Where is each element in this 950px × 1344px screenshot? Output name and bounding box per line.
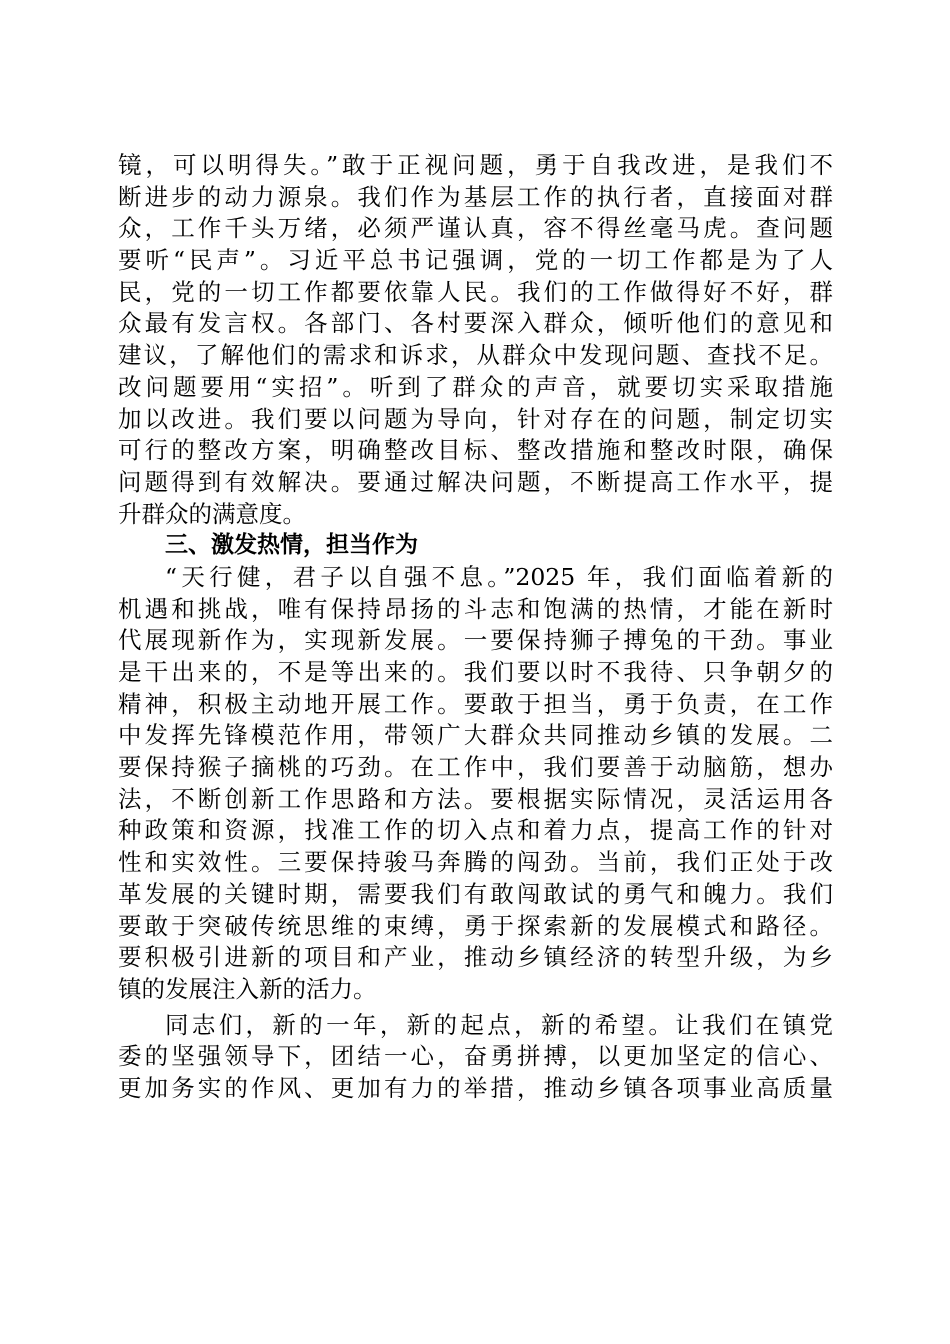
text-line: 委的坚强领导下，团结一心，奋勇拼搏，以更加坚定的信心、 (118, 1042, 833, 1071)
text-line: 建议，了解他们的需求和诉求，从群众中发现问题、查找不足。 (118, 341, 833, 370)
text-line: “天行健，君子以自强不息。”2025 年，我们面临着新的 (165, 562, 833, 591)
text-line: 要保持猴子摘桃的巧劲。在工作中，我们要善于动脑筋，想办 (118, 753, 833, 782)
paragraph-closing (118, 1010, 833, 1105)
text-line: 中发挥先锋模范作用，带领广大群众共同推动乡镇的发展。二 (118, 721, 833, 750)
paragraph-problem-rectification (118, 150, 833, 530)
text-line: 要积极引进新的项目和产业，推动乡镇经济的转型升级，为乡 (118, 943, 833, 972)
text-line: 性和实效性。三要保持骏马奔腾的闯劲。当前，我们正处于改 (118, 848, 833, 877)
section-heading: 三、激发热情，担当作为 (165, 532, 418, 559)
text-line: 断进步的动力源泉。我们作为基层工作的执行者，直接面对群 (118, 182, 833, 211)
text-line: 法，不断创新工作思路和方法。要根据实际情况，灵活运用各 (118, 784, 833, 813)
document-page (118, 150, 833, 1105)
text-line: 改问题要用“实招”。听到了群众的声音，就要切实采取措施 (118, 372, 833, 401)
text-line: 镇的发展注入新的活力。 (118, 974, 377, 1003)
text-line: 种政策和资源，找准工作的切入点和着力点，提高工作的针对 (118, 816, 833, 845)
text-line: 代展现新作为，实现新发展。一要保持狮子搏兔的干劲。事业 (118, 626, 833, 655)
text-line: 问题得到有效解决。要通过解决问题，不断提高工作水平，提 (118, 467, 833, 496)
text-line: 众最有发言权。各部门、各村要深入群众，倾听他们的意见和 (118, 309, 833, 338)
text-line: 机遇和挑战，唯有保持昂扬的斗志和饱满的热情，才能在新时 (118, 594, 833, 623)
text-line: 革发展的关键时期，需要我们有敢闯敢试的勇气和魄力。我们 (118, 879, 833, 908)
text-line: 要听“民声”。习近平总书记强调，党的一切工作都是为了人 (118, 246, 833, 275)
paragraph-enthusiasm (118, 562, 833, 1006)
text-line: 更加务实的作风、更加有力的举措，推动乡镇各项事业高质量 (118, 1073, 833, 1102)
text-line: 可行的整改方案，明确整改目标、整改措施和整改时限，确保 (118, 436, 833, 465)
text-line: 众，工作千头万绪，必须严谨认真，容不得丝毫马虎。查问题 (118, 214, 833, 243)
text-line: 民，党的一切工作都要依靠人民。我们的工作做得好不好，群 (118, 277, 833, 306)
text-line: 同志们，新的一年，新的起点，新的希望。让我们在镇党 (165, 1010, 833, 1039)
text-line: 加以改进。我们要以问题为导向，针对存在的问题，制定切实 (118, 404, 833, 433)
text-line: 镜，可以明得失。”敢于正视问题，勇于自我改进，是我们不 (118, 151, 833, 179)
text-line: 要敢于突破传统思维的束缚，勇于探索新的发展模式和路径。 (118, 911, 833, 940)
text-line: 升群众的满意度。 (118, 499, 306, 528)
text-line: 是干出来的，不是等出来的。我们要以时不我待、只争朝夕的 (118, 658, 833, 686)
text-line: 精神，积极主动地开展工作。要敢于担当，勇于负责，在工作 (118, 689, 833, 718)
